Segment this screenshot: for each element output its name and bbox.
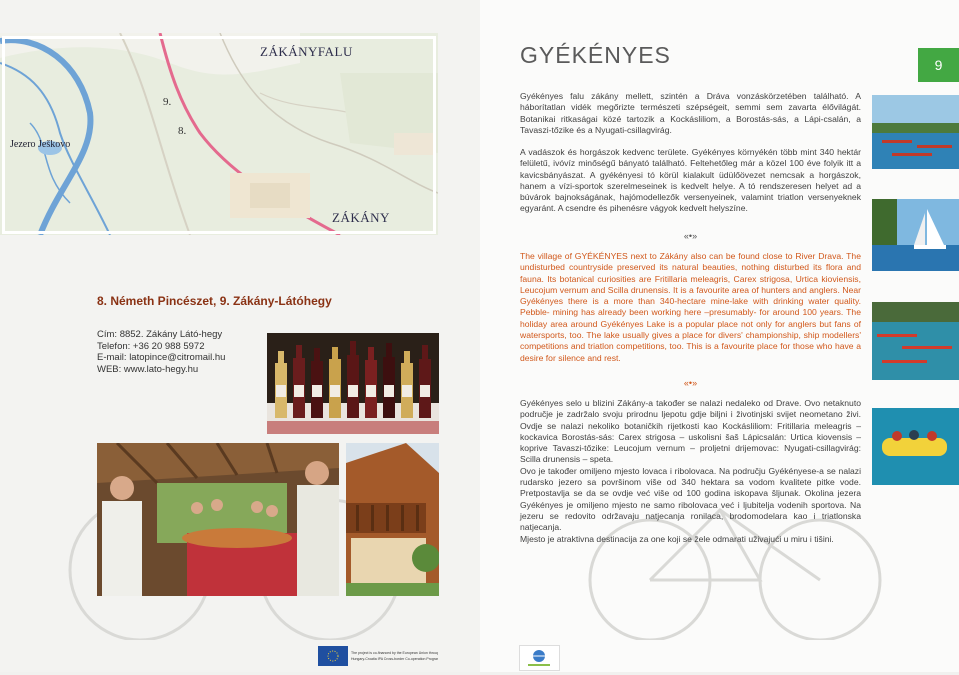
wine-bottles-photo bbox=[267, 333, 439, 434]
winery-phone: Telefon: +36 20 988 5972 bbox=[97, 340, 205, 352]
eu-text-line-1: The project is co-financed by the European Union through the bbox=[351, 651, 438, 655]
en-text: The village of GYÉKÉNYES next to Zákány also can be found close to River Drava. The undisturbed countryside preserved its natural beauties, nothing disturbed its flora and fauna. Its botanical curiosities are Fritillaria meleagris, Carex strigosa, Urtica kioviensis, Leucojum vernum and Scilla drunensis. It is a favourite area of hunters and anglers. Near Gyékényes there is a more than 340-hectare mine-lake with drinking water quality. Pebble- mining has already been working here –presumably- for around 100 years. The holiday area around Gyékényes Lake is a popular place not only for anglers but fans of watersports, too. The lake usually gives a place for divers' championship, ship modellers' competitions and triatlon competitions, too. This is a favourite place for those who have a desire for silence and rest. bbox=[520, 251, 861, 363]
croatian-paragraphs bbox=[520, 398, 861, 545]
map-marker-8: 8. bbox=[178, 125, 187, 137]
map-marker-9: 9. bbox=[163, 96, 172, 108]
eu-text-line-2: Hungary-Croatia IPA Cross-border Co-operation Programme bbox=[351, 657, 438, 661]
winery-web: WEB: www.lato-hegy.hu bbox=[97, 363, 199, 375]
sailboat-photo bbox=[872, 199, 959, 271]
ipa-programme-logo bbox=[519, 645, 560, 671]
kayak-race-photo bbox=[872, 302, 959, 380]
winery-guests-photo bbox=[97, 443, 339, 596]
english-paragraph bbox=[520, 251, 861, 364]
separator-2: «•» bbox=[683, 378, 698, 388]
hr-text-3: Mjesto je atraktivna destinacija za one koji se žele odmarati uživajući u miru i tišini. bbox=[520, 533, 834, 544]
map-label-zakany: ZÁKÁNY bbox=[332, 210, 390, 225]
winery-email: E-mail: latopince@citromail.hu bbox=[97, 352, 226, 363]
winery-address: Cím: 8852. Zákány Látó-hegy bbox=[97, 329, 223, 340]
lake-boats-photo bbox=[872, 95, 959, 169]
page-title: GYÉKÉNYES bbox=[520, 42, 671, 68]
hr-text-2: Ovo je također omiljeno mjesto lovaca i ribolovaca. Na području Gyékényese-a se nalazi rudarsko jezero sa površinom više od 340 hektara sa vodom kvalitete pitke vode. Pretpostavlja se da se ovdje već više od 100 godina iskopava šljunak. Okolina jezera Gyékényes je omiljeno mjesto ne samo ribolovaca već i ljubitelja vodenih sportova. Na jezeru se redovito održavaju natjecanja ronilaca, brodomodelara kao i triatlonska natjecanja. bbox=[520, 465, 861, 533]
page-number-badge: 9 bbox=[918, 48, 959, 82]
hu-text-1: Gyékényes falu zákány mellett, szintén a Dráva vonzáskörzetében található. A háborítatlan vidék megőrizte természeti szépségeit, semmi sem zavarta élővilágát. Botanikai ritkaságai közé tartozik a Kockásliliom, a Borostás-sás, a Lápi-csalán, a Tavaszi-tőzike és a Nyugati-csillagvirág. bbox=[520, 91, 861, 135]
map-label-lake: Jezero Ješkovo bbox=[10, 139, 71, 150]
eu-cofinanced-logo bbox=[318, 646, 438, 666]
rafting-photo bbox=[872, 408, 959, 485]
location-map bbox=[0, 33, 438, 235]
winery-contact bbox=[97, 329, 225, 375]
wine-cellar-house-photo bbox=[346, 443, 439, 596]
winery-title: 8. Németh Pincészet, 9. Zákány-Látóhegy bbox=[97, 294, 332, 308]
map-graphic bbox=[0, 33, 438, 235]
hr-text-1: Gyékényes selo u blizini Zákány-a također se nalazi nedaleko od Drave. Ovo netaknuto područje je zadržalo svoju prirodnu ljepotu gdje biljni i životinjski svijet neometano živi. Ovdje se nalazi nekoliko botaničkih rijetkosti kao Kockásliliom: Fritillaria meleagris – kockavica Borostás-sás: Carex strigosa – uskolisni šaš Lápicsalán: Urtica kiovensis – koprive Tavaszi-tőzike: Leucojum vernum – proljetni drijemovac: Nyugati-csillagvirág: Scilla drunensis – speta. bbox=[520, 398, 861, 465]
hungarian-paragraph-2 bbox=[520, 147, 861, 215]
separator-1: «•» bbox=[683, 231, 698, 241]
map-label-zakanyfalu: ZÁKÁNYFALU bbox=[260, 44, 353, 59]
hungarian-paragraph-1 bbox=[520, 91, 861, 136]
hu-text-2: A vadászok és horgászok kedvenc területe. Gyékényes környékén több mint 340 hektár felületű, ivóvíz minőségű bányató található. Feltehetőleg már a közel 100 éve folyik itt a kavicsbányászat. A gyékényesi tó körül kialakult üdülőövezet nemcsak a horgászok, hanem a vízi-sportok szerelmeseinek is kedvelt helye. A tó rendszeresen helyet ad a búvárok bajnokságának, hajómodellezők versenyeinek, valamint triatlon versenyeknek egyaránt. A csendre és pihenésre vágyok kedvelt helyszíne. bbox=[520, 147, 861, 214]
